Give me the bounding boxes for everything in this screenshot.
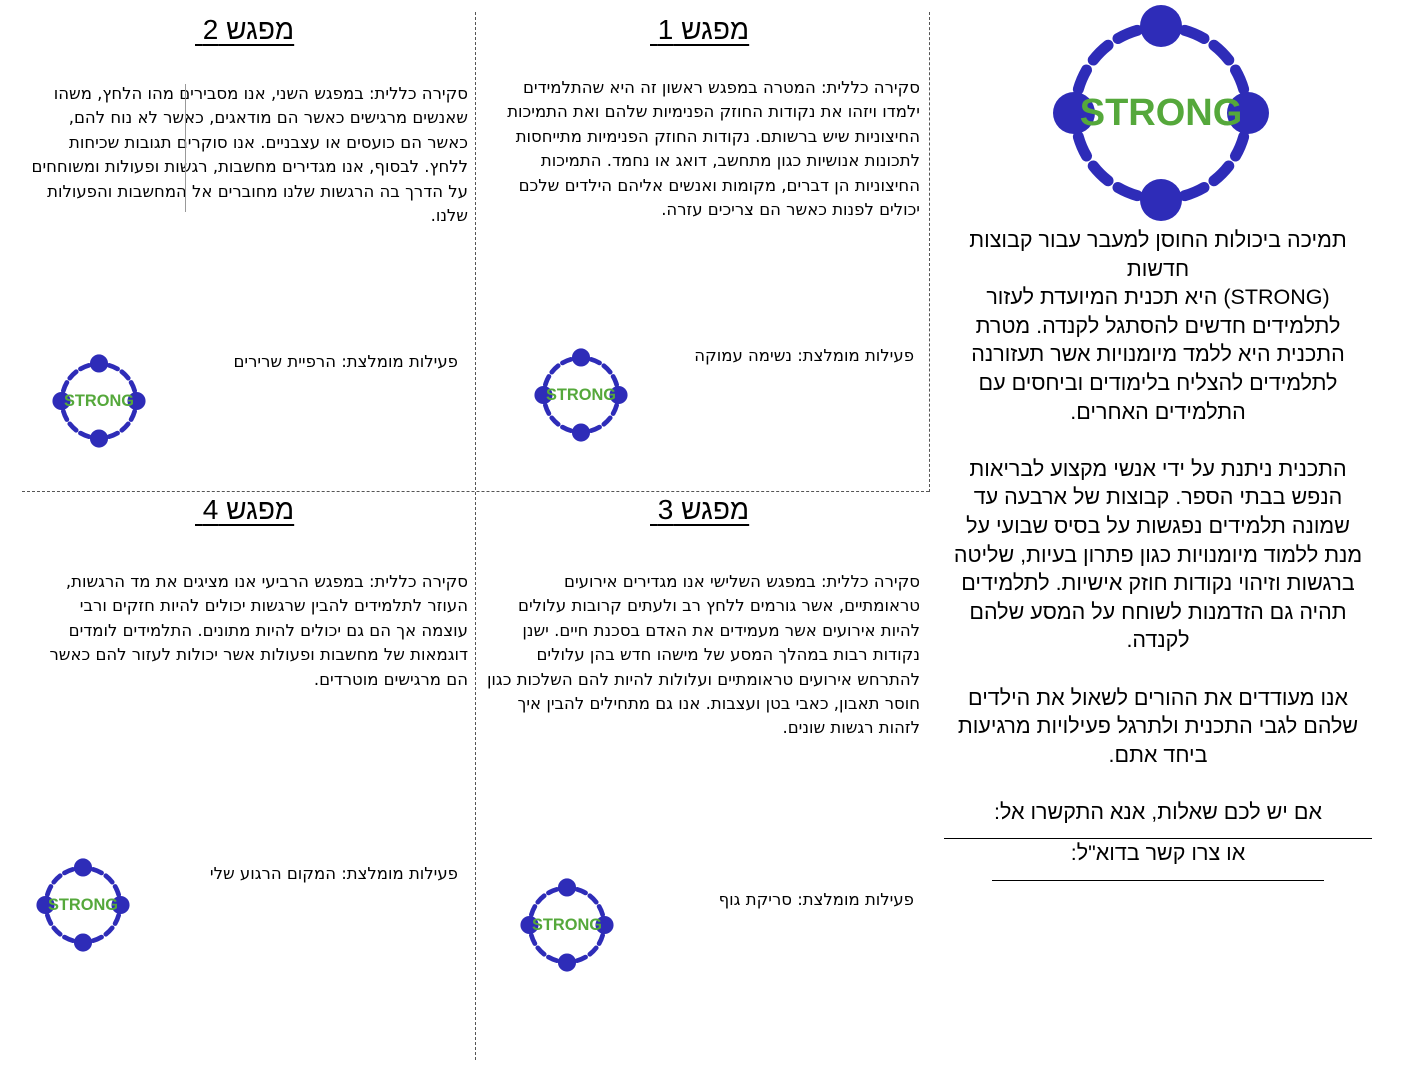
- session-2-title: מפגש 2: [195, 14, 295, 45]
- logo-text: STRONG: [531, 916, 603, 934]
- divider-vertical-right: [929, 12, 930, 492]
- logo-dash: [1118, 30, 1137, 38]
- logo-dash: [531, 906, 535, 914]
- logo-dash: [577, 889, 585, 893]
- logo-text: STRONG: [1079, 92, 1243, 134]
- strong-logo-small: [534, 348, 628, 442]
- strong-logo-small: [52, 354, 146, 448]
- logo-dash: [1093, 166, 1108, 181]
- logo-dash: [80, 433, 88, 437]
- logo-dash: [577, 957, 585, 961]
- logo-dash: [93, 937, 101, 941]
- session-4-overview: סקירה כללית: במפגש הרביעי אנו מציגים את מד הרגשות, העוזר לתלמידים להבין שרגשות יכולים להיות חזקים ורבי עוצמה אך הם גם יכולים להיות מתונים. התלמידים לומדים דוגמאות של מחשבות ופעולות אשר יכולות לעזור להם כאשר הם מרגישים מוטרדים.: [49, 572, 468, 689]
- logo-dash: [70, 424, 76, 430]
- logo-dash: [115, 915, 119, 923]
- contact-email-label: או צרו קשר בדוא"ל:: [1070, 841, 1246, 866]
- logo-dash: [591, 427, 599, 431]
- logo-dash: [613, 376, 617, 384]
- logo-dash: [552, 366, 558, 372]
- session-2-overview: סקירה כללית: במפגש השני, אנו מסבירים מהו הלחץ, משהו שאנשים מרגישים כאשר הם מודאגים, כאשר לא נוח להם, כאשר הם כועסים או עצבניים. אנו סוקרים תגובות שכיחות ללחץ. לבסוף, אנו מגדירים מחשבות, רגשות ופעולות ומשוחחים על הדרך בה הרגשות שלנו מחוברים אל המחשבות והפעולות שלנו.: [31, 84, 468, 226]
- logo-dot: [558, 878, 576, 896]
- sidebar-encourage: אנו מעודדים את ההורים לשאול את הילדים שלהם לגבי התכנית ולתרגל פעילויות מרגיעות ביחד אתם.: [957, 685, 1359, 767]
- logo-dot: [74, 933, 92, 951]
- logo-dash: [70, 372, 76, 378]
- session-2-logo: [52, 354, 146, 448]
- logo-dash: [131, 411, 135, 419]
- strong-logo-large: [1052, 4, 1270, 222]
- logo-dash: [545, 376, 549, 384]
- logo-dash: [64, 869, 72, 873]
- logo-dot: [90, 354, 108, 372]
- email-blank-line: [992, 880, 1324, 881]
- logo-dash: [106, 876, 112, 882]
- logo-dot: [572, 423, 590, 441]
- sidebar-heading: תמיכה ביכולות החוסן למעבר עבור קבוצות חדשות: [969, 228, 1347, 281]
- logo-dot: [74, 858, 92, 876]
- strong-logo-small: [520, 878, 614, 972]
- logo-dash: [1078, 70, 1086, 89]
- session-3-overview: סקירה כללית: במפגש השלישי אנו מגדירים אירועים טראומתיים, אשר גורמים ללחץ רב ולעתים קרובות עלולים להיות אירועים אשר מעמידים את האדם בסכנת חיים. ישנן נקודות רבות במהלך המסע של מישהו חדש בהן עלולים להתרחש אירועים טראומתיים ועלולות להיות להם השלכות כגון חוסר תאבון, כאבי בטן ועצבות. אנו גם מתחילים להבין איך לזהות רגשות שונים.: [486, 572, 920, 738]
- logo-dash: [562, 427, 570, 431]
- logo-dash: [552, 418, 558, 424]
- logo-dash: [63, 411, 67, 419]
- logo-dash: [599, 935, 603, 943]
- divider-horizontal: [22, 491, 929, 492]
- sidebar-text: [938, 226, 1378, 881]
- logo-dash: [109, 433, 117, 437]
- logo-dash: [604, 418, 610, 424]
- session-1-overview: סקירה כללית: המטרה במפגש ראשון זה היא שהתלמידים ילמדו ויזהו את נקודות החוזק הפנימיות שלהם ואת התמיכות החיצוניות שיש ברשותם. נקודות החוזק הפנימיות מתייחסות לתכונות אנושיות כגון מתחשב, דואג או נחמד. התמיכות החיצוניות הן דברים, מקומות ואנשים אליהם הילדים שלכם יכולים לפנות כאשר הם צריכים עזרה.: [507, 78, 920, 220]
- session-1-title: מפגש 1: [650, 14, 750, 45]
- logo-dash: [63, 382, 67, 390]
- contact-phone-label: אם יש לכם שאלות, אנא התקשרו אל:: [994, 799, 1322, 824]
- logo-dash: [590, 948, 596, 954]
- session-1-activity: פעילות מומלצת: נשימה עמוקה: [694, 346, 914, 365]
- logo-dash: [545, 405, 549, 413]
- logo-dot: [90, 429, 108, 447]
- logo-dash: [1214, 45, 1229, 60]
- logo-dash: [64, 937, 72, 941]
- logo-dash: [613, 405, 617, 413]
- session-4-title: מפגש 4: [195, 494, 295, 525]
- logo-dot: [558, 953, 576, 971]
- logo-dash: [1093, 45, 1108, 60]
- logo-dash: [1078, 137, 1086, 156]
- sidebar-intro: (STRONG) היא תכנית המיועדת לעזור לתלמידים חדשים להסתגל לקנדה. מטרת התכנית היא ללמד מיומנויות אשר תעזורנה לתלמידים להצליח בלימודים וביחסים עם התלמידים האחרים.: [971, 285, 1345, 424]
- logo-dash: [599, 906, 603, 914]
- logo-dash: [548, 889, 556, 893]
- session-3-title: מפגש 3: [650, 494, 750, 525]
- logo-dash: [538, 948, 544, 954]
- logo-text: STRONG: [545, 386, 617, 404]
- logo-dash: [590, 896, 596, 902]
- logo-dash: [122, 424, 128, 430]
- logo-dash: [1214, 166, 1229, 181]
- logo-dash: [109, 365, 117, 369]
- main-logo: [1052, 4, 1270, 222]
- logo-dash: [538, 896, 544, 902]
- logo-dash: [131, 382, 135, 390]
- logo-dash: [562, 359, 570, 363]
- divider-vertical-left: [475, 12, 476, 1060]
- session-4-logo: [36, 858, 130, 952]
- logo-dash: [54, 876, 60, 882]
- logo-dash: [591, 359, 599, 363]
- logo-dash: [106, 928, 112, 934]
- logo-dash: [1235, 70, 1243, 89]
- logo-dash: [47, 886, 51, 894]
- logo-dash: [93, 869, 101, 873]
- logo-dash: [1185, 187, 1204, 195]
- logo-dash: [80, 365, 88, 369]
- logo-dash: [548, 957, 556, 961]
- logo-dash: [47, 915, 51, 923]
- session-1-logo: [534, 348, 628, 442]
- session-2-activity: פעילות מומלצת: הרפיית שרירים: [233, 352, 458, 371]
- logo-dash: [122, 372, 128, 378]
- strong-logo-small: [36, 858, 130, 952]
- logo-dash: [115, 886, 119, 894]
- logo-text: STRONG: [47, 896, 119, 914]
- logo-dot: [572, 348, 590, 366]
- logo-dash: [531, 935, 535, 943]
- sidebar-delivery: התכנית ניתנת על ידי אנשי מקצוע לבריאות הנפש בבתי הספר. קבוצות של ארבעה עד שמונה תלמידים נפגשות על בסיס שבועי על מנת ללמוד מיומנויות כגון פתרון בעיות, שליטה ברגשות וזיהוי נקודות חוזק אישיות. לתלמידים תהיה גם הזדמנות לשוחח על המסע שלהם לקנדה.: [953, 456, 1363, 653]
- session-4-activity: פעילות מומלצת: המקום הרגוע שלי: [209, 864, 458, 883]
- cursor-mark: [185, 84, 186, 212]
- logo-dash: [54, 928, 60, 934]
- session-3-logo: [520, 878, 614, 972]
- logo-dash: [604, 366, 610, 372]
- logo-dash: [1235, 137, 1243, 156]
- logo-dot: [1140, 179, 1182, 221]
- session-3-activity: פעילות מומלצת: סריקת גוף: [718, 890, 914, 909]
- logo-text: STRONG: [63, 392, 135, 410]
- logo-dash: [1185, 30, 1204, 38]
- logo-dot: [1140, 5, 1182, 47]
- logo-dash: [1118, 187, 1137, 195]
